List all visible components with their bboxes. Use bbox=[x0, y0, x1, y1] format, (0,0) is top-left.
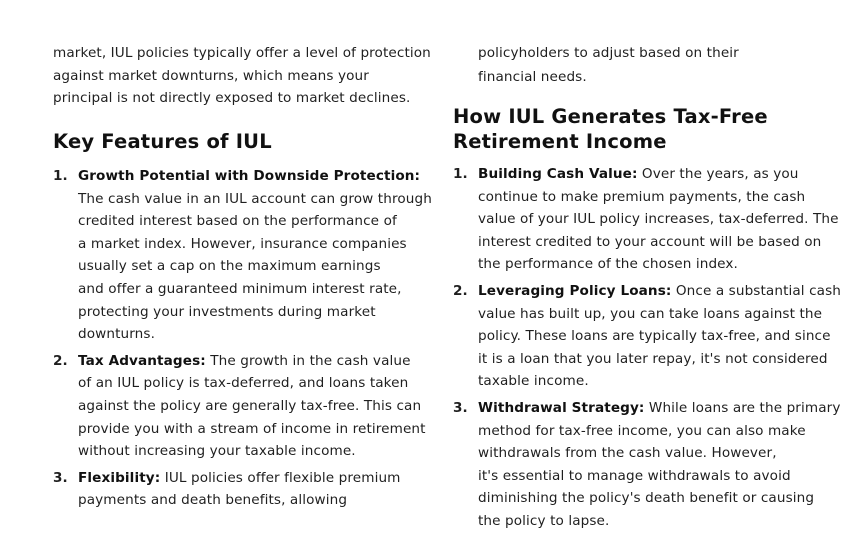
intro-paragraph bbox=[53, 42, 431, 110]
text-line: value of your IUL policy increases, tax-deferred. The bbox=[478, 211, 839, 228]
list-term: Building Cash Value: bbox=[478, 166, 638, 182]
text-line: policyholders to adjust based on their bbox=[478, 45, 739, 61]
text-line: credited interest based on the performance of bbox=[78, 213, 397, 230]
list-item bbox=[453, 280, 853, 393]
text-line: the policy to lapse. bbox=[478, 512, 610, 529]
text-line: it's essential to manage withdrawals to avoid bbox=[478, 467, 791, 484]
heading-line: How IUL Generates Tax-Free bbox=[453, 105, 768, 128]
text-fragment: IUL policies offer flexible premium bbox=[160, 469, 401, 486]
list-number: 1. bbox=[453, 166, 468, 182]
text-line: usually set a cap on the maximum earnings bbox=[78, 258, 381, 275]
list-item bbox=[53, 467, 443, 512]
text-line: policy. These loans are typically tax-free, and since bbox=[478, 328, 831, 345]
section-heading-tax-free-income bbox=[453, 104, 768, 154]
text-line: taxable income. bbox=[478, 373, 589, 390]
list-number: 1. bbox=[53, 168, 68, 184]
text-line: value has built up, you can take loans against the bbox=[478, 305, 823, 322]
text-fragment: While loans are the primary bbox=[644, 399, 841, 416]
list-item bbox=[453, 163, 853, 276]
income-steps-list bbox=[453, 163, 853, 533]
text-line: market, IUL policies typically offer a level of protection bbox=[53, 45, 431, 61]
list-number: 3. bbox=[453, 399, 468, 416]
text-line: continue to make premium payments, the cash bbox=[478, 188, 806, 205]
intro-paragraph bbox=[478, 42, 739, 88]
text-line: of an IUL policy is tax-deferred, and loans taken bbox=[78, 375, 409, 392]
text-line: financial needs. bbox=[478, 68, 587, 85]
list-term: Tax Advantages: bbox=[78, 352, 206, 369]
text-line: and offer a guaranteed minimum interest rate, bbox=[78, 280, 402, 297]
text-line: method for tax-free income, you can also make bbox=[478, 422, 806, 439]
text-line: without increasing your taxable income. bbox=[78, 443, 356, 460]
section-heading-key-features: Key Features of IUL bbox=[53, 130, 272, 153]
list-term: Flexibility: bbox=[78, 469, 161, 486]
list-term: Withdrawal Strategy: bbox=[478, 399, 645, 416]
text-line: against market downturns, which means your bbox=[53, 67, 369, 84]
text-line: the performance of the chosen index. bbox=[478, 256, 738, 273]
text-line: protecting your investments during market bbox=[78, 303, 376, 320]
list-item bbox=[53, 165, 443, 346]
heading-line: Retirement Income bbox=[453, 130, 667, 153]
text-fragment: Once a substantial cash bbox=[671, 282, 842, 299]
text-line: it is a loan that you later repay, it's not considered bbox=[478, 350, 828, 367]
text-line: payments and death benefits, allowing bbox=[78, 492, 348, 509]
text-line: principal is not directly exposed to market declines. bbox=[53, 90, 411, 107]
list-number: 3. bbox=[53, 469, 68, 486]
text-line: withdrawals from the cash value. However, bbox=[478, 445, 777, 462]
text-line: provide you with a stream of income in retirement bbox=[78, 420, 426, 437]
list-number: 2. bbox=[53, 352, 68, 369]
text-line: against the policy are generally tax-free. This can bbox=[78, 397, 422, 414]
text-fragment: Over the years, as you bbox=[637, 166, 799, 182]
text-line: a market index. However, insurance companies bbox=[78, 235, 407, 252]
text-fragment: The growth in the cash value bbox=[205, 352, 411, 369]
list-number: 2. bbox=[453, 282, 468, 299]
list-term: Leveraging Policy Loans: bbox=[478, 282, 672, 299]
features-list bbox=[53, 165, 443, 512]
text-line: diminishing the policy's death benefit or causing bbox=[478, 490, 815, 507]
text-line: interest credited to your account will be based on bbox=[478, 233, 822, 250]
list-item bbox=[453, 397, 853, 533]
text-line: downturns. bbox=[78, 326, 155, 343]
list-term: Growth Potential with Downside Protection: bbox=[78, 168, 421, 184]
list-item bbox=[53, 350, 443, 463]
text-line: The cash value in an IUL account can grow through bbox=[78, 190, 432, 207]
